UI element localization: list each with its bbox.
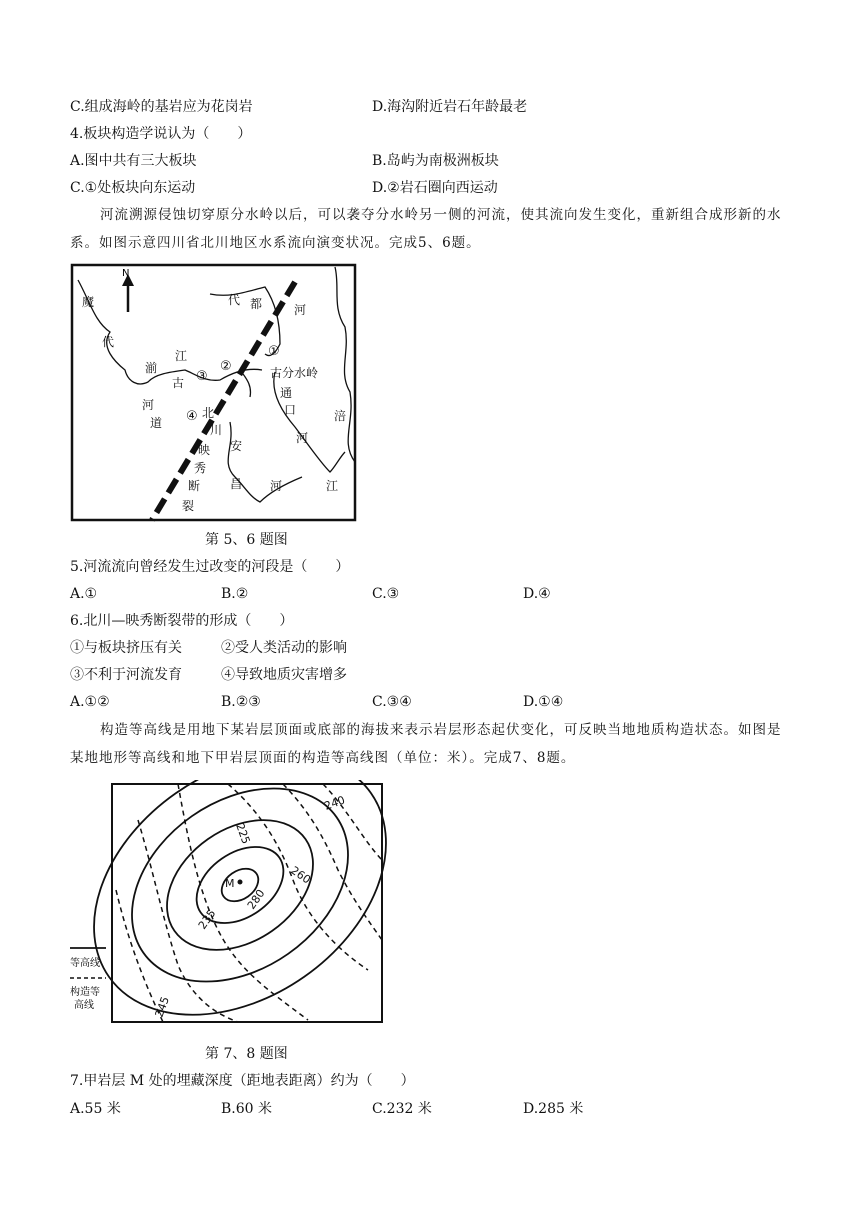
q3-option-d: D.海沟附近岩石年龄最老 bbox=[372, 99, 528, 115]
label-jiang-east: 江 bbox=[326, 479, 339, 493]
q4-option-a: A.图中共有三大板块 bbox=[70, 153, 197, 169]
q6-item-1: ①与板块挤压有关 bbox=[70, 640, 182, 656]
label-ying: 映 bbox=[198, 443, 211, 457]
label-jiang-west: 江 bbox=[175, 349, 188, 363]
label-1: ① bbox=[268, 344, 280, 359]
q6-stem: 6.北川—映秀断裂带的形成（ ） bbox=[70, 613, 294, 629]
label-245: 245 bbox=[152, 994, 173, 1020]
label-4: ④ bbox=[186, 409, 198, 424]
map1-caption: 第 5、6 题图 bbox=[205, 532, 288, 548]
label-2: ② bbox=[220, 359, 232, 374]
label-ancient-divide: 古分水岭 bbox=[270, 366, 319, 380]
label-chang: 昌 bbox=[230, 477, 243, 491]
q5-option-d: D.④ bbox=[523, 586, 551, 602]
q6-item-4: ④导致地质灾害增多 bbox=[221, 667, 347, 683]
q4-option-c: C.①处板块向东运动 bbox=[70, 180, 196, 196]
label-235: 235 bbox=[195, 907, 219, 932]
q3-option-c: C.组成海岭的基岩应为花岗岩 bbox=[70, 99, 253, 115]
q7-stem: 7.甲岩层 M 处的埋藏深度（距地表距离）约为（ ） bbox=[70, 1073, 415, 1089]
label-280: 280 bbox=[244, 887, 268, 912]
label-du: 都 bbox=[250, 297, 263, 311]
label-tong: 通 bbox=[280, 386, 293, 400]
label-dai: 代 bbox=[228, 293, 241, 307]
label-he-anchang: 河 bbox=[270, 479, 283, 493]
label-fu: 涪 bbox=[334, 409, 347, 423]
label-he-tongkou: 河 bbox=[296, 431, 309, 445]
q5-option-a: A.① bbox=[70, 586, 98, 602]
q7-option-c: C.232 米 bbox=[372, 1101, 432, 1117]
map-contour bbox=[68, 780, 393, 1028]
q4-option-d: D.②岩石圈向西运动 bbox=[372, 180, 498, 196]
q4-option-b: B.岛屿为南极洲板块 bbox=[372, 153, 499, 169]
q6-option-d: D.①④ bbox=[523, 694, 564, 710]
label-an: 安 bbox=[230, 439, 243, 453]
label-m: M bbox=[225, 877, 235, 890]
label-gu: 古 bbox=[172, 376, 185, 390]
label-260: 260 bbox=[288, 863, 313, 887]
label-duan: 断 bbox=[188, 479, 201, 493]
q5-stem: 5.河流流向曾经发生过改变的河段是（ ） bbox=[70, 559, 350, 575]
label-he-north: 河 bbox=[294, 303, 307, 317]
north-label: N bbox=[122, 268, 130, 279]
label-3: ③ bbox=[196, 369, 208, 384]
map-river-capture bbox=[70, 262, 360, 524]
label-dao: 道 bbox=[150, 416, 163, 430]
label-chuan: 川 bbox=[210, 423, 223, 437]
label-kou: 口 bbox=[284, 403, 297, 417]
legend-structure-2: 高线 bbox=[74, 1000, 94, 1011]
label-bei: 北 bbox=[202, 406, 215, 420]
label-lie: 裂 bbox=[182, 499, 195, 513]
q7-option-d: D.285 米 bbox=[523, 1101, 584, 1117]
label-xiu: 秀 bbox=[194, 461, 207, 475]
q7-option-b: B.60 米 bbox=[221, 1101, 273, 1117]
q6-option-a: A.①② bbox=[70, 694, 110, 710]
passage-1: 河流溯源侵蚀切穿原分水岭以后，可以袭夺分水岭另一侧的河流，使其流向发生变化，重新组合成形新的水系。如图示意四川省北川地区水系流向演变状况。完成5、6题。 bbox=[70, 207, 782, 251]
q6-option-c: C.③④ bbox=[372, 694, 412, 710]
label-dai-west: 代 bbox=[102, 335, 115, 349]
q7-option-a: A.55 米 bbox=[70, 1101, 121, 1117]
legend-structure-1: 构造等 bbox=[70, 987, 100, 998]
q6-item-2: ②受人类活动的影响 bbox=[221, 640, 347, 656]
passage-2: 构造等高线是用地下某岩层顶面或底部的海拔来表示岩层形态起伏变化，可反映当地地质构造状态。如图是某地地形等高线和地下甲岩层顶面的构造等高线图（单位：米）。完成7、8题。 bbox=[70, 722, 782, 766]
label-225: 225 bbox=[233, 821, 253, 846]
q6-option-b: B.②③ bbox=[221, 694, 261, 710]
map2-caption: 第 7、8 题图 bbox=[205, 1046, 288, 1062]
q4-stem: 4.板块构造学说认为（ ） bbox=[70, 126, 252, 142]
q5-option-b: B.② bbox=[221, 586, 249, 602]
q5-option-c: C.③ bbox=[372, 586, 400, 602]
label-240: 240 bbox=[322, 793, 347, 813]
label-he-old: 河 bbox=[142, 398, 155, 412]
q6-item-3: ③不利于河流发育 bbox=[70, 667, 182, 683]
legend-contour: 等高线 bbox=[70, 958, 100, 969]
label-min: 魔 bbox=[82, 295, 95, 309]
label-jian: 湔 bbox=[145, 361, 158, 375]
point-m bbox=[238, 880, 243, 885]
